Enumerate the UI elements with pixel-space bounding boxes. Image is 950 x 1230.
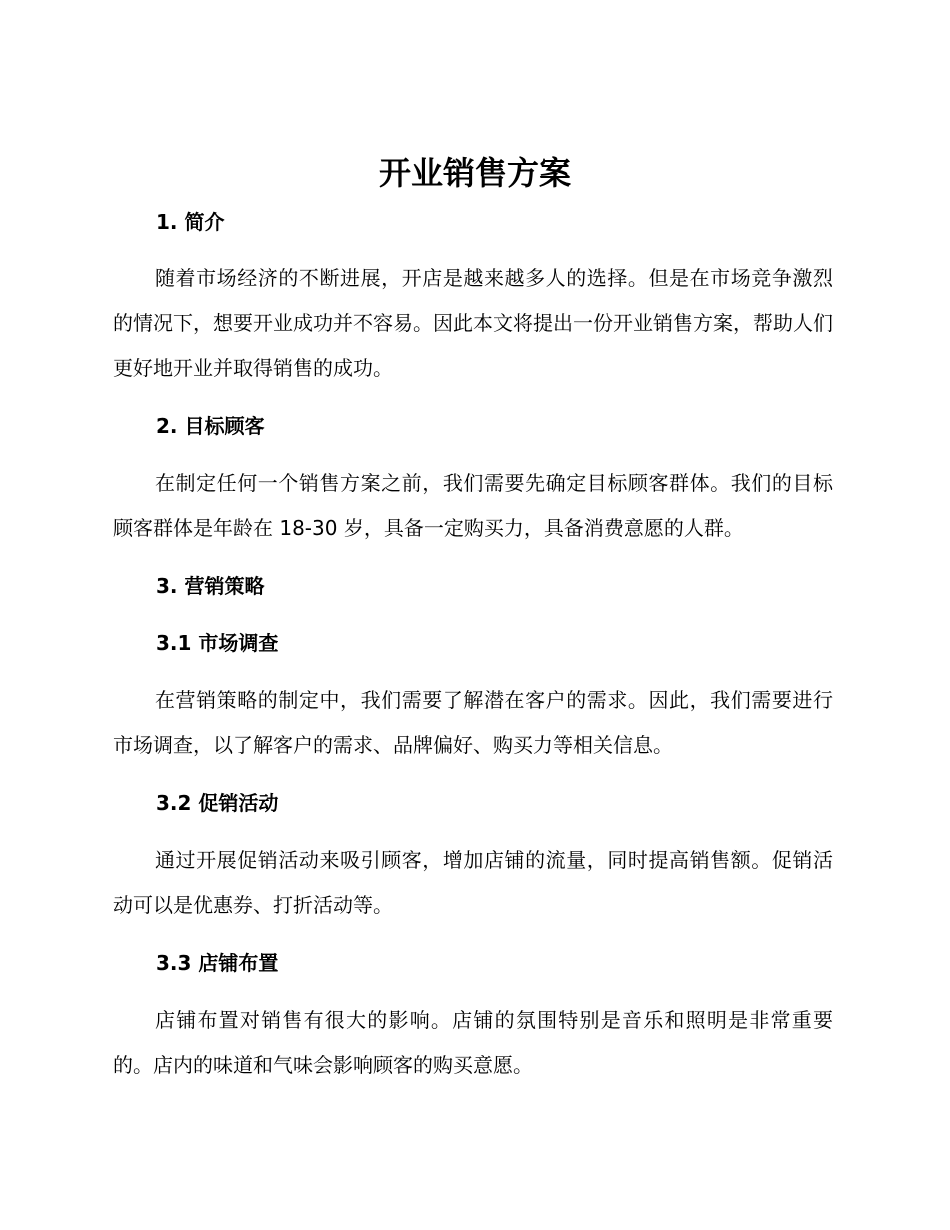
section-paragraph-promotions: 通过开展促销活动来吸引顾客，增加店铺的流量，同时提高销售额。促销活动可以是优惠券、打折活动等。 [113, 848, 833, 917]
section-paragraph-target-customers: 在制定任何一个销售方案之前，我们需要先确定目标顾客群体。我们的目标顾客群体是年龄在 18-30 岁，具备一定购买力，具备消费意愿的人群。 [113, 471, 833, 540]
section-heading-store-layout: 3.3 店铺布置 [156, 951, 279, 975]
section-heading-target-customers: 2. 目标顾客 [156, 414, 265, 438]
section-paragraph-market-research: 在营销策略的制定中，我们需要了解潜在客户的需求。因此，我们需要进行市场调查，以了解客户的需求、品牌偏好、购买力等相关信息。 [113, 688, 833, 757]
section-paragraph-store-layout: 店铺布置对销售有很大的影响。店铺的氛围特别是音乐和照明是非常重要的。店内的味道和气味会影响顾客的购买意愿。 [113, 1008, 833, 1077]
document-title: 开业销售方案 [378, 154, 571, 192]
section-heading-promotions: 3.2 促销活动 [156, 791, 279, 815]
section-heading-market-research: 3.1 市场调查 [156, 631, 279, 655]
section-heading-intro: 1. 简介 [156, 210, 225, 234]
section-heading-marketing-strategy: 3. 营销策略 [156, 574, 265, 598]
section-paragraph-intro: 随着市场经济的不断进展，开店是越来越多人的选择。但是在市场竞争激烈的情况下，想要开业成功并不容易。因此本文将提出一份开业销售方案，帮助人们更好地开业并取得销售的成功。 [113, 266, 833, 380]
